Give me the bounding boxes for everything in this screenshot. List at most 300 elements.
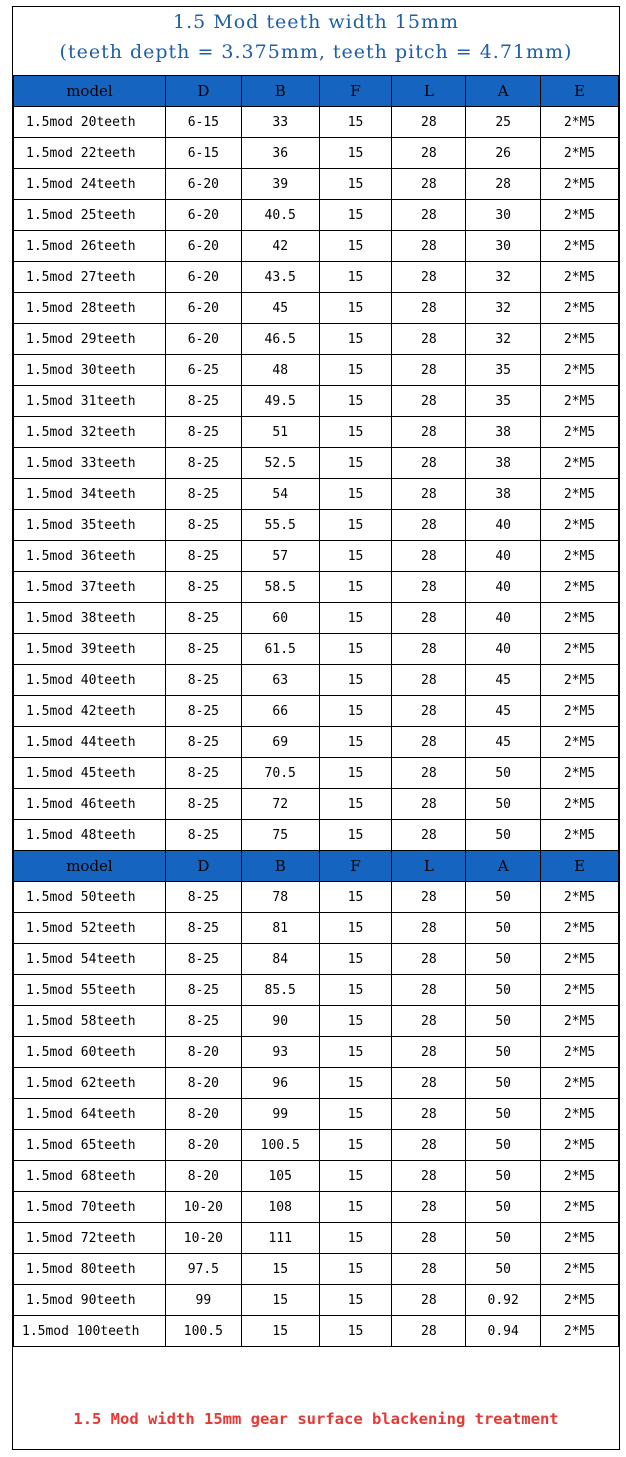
cell-f: 15 bbox=[319, 1223, 392, 1254]
cell-e: 2*M5 bbox=[541, 1161, 619, 1192]
cell-b: 52.5 bbox=[241, 448, 319, 479]
cell-b: 46.5 bbox=[241, 324, 319, 355]
cell-b: 51 bbox=[241, 417, 319, 448]
cell-a: 50 bbox=[466, 975, 541, 1006]
table-row bbox=[14, 1192, 619, 1223]
cell-a: 50 bbox=[466, 789, 541, 820]
cell-f: 15 bbox=[319, 231, 392, 262]
cell-l: 28 bbox=[392, 417, 466, 448]
cell-f: 15 bbox=[319, 882, 392, 913]
cell-model: 1.5mod 60teeth bbox=[14, 1037, 166, 1068]
cell-l: 28 bbox=[392, 820, 466, 851]
table-row bbox=[14, 231, 619, 262]
cell-a: 50 bbox=[466, 944, 541, 975]
cell-model: 1.5mod 40teeth bbox=[14, 665, 166, 696]
cell-f: 15 bbox=[319, 603, 392, 634]
cell-d: 8-25 bbox=[165, 479, 241, 510]
cell-l: 28 bbox=[392, 1130, 466, 1161]
cell-d: 6-20 bbox=[165, 262, 241, 293]
cell-l: 28 bbox=[392, 293, 466, 324]
column-header-b: B bbox=[241, 76, 319, 107]
cell-l: 28 bbox=[392, 200, 466, 231]
cell-b: 105 bbox=[241, 1161, 319, 1192]
column-header-l: L bbox=[392, 851, 466, 882]
cell-l: 28 bbox=[392, 231, 466, 262]
cell-model: 1.5mod 52teeth bbox=[14, 913, 166, 944]
cell-e: 2*M5 bbox=[541, 603, 619, 634]
table-row bbox=[14, 541, 619, 572]
cell-a: 32 bbox=[466, 324, 541, 355]
cell-e: 2*M5 bbox=[541, 200, 619, 231]
cell-a: 26 bbox=[466, 138, 541, 169]
cell-e: 2*M5 bbox=[541, 1254, 619, 1285]
cell-model: 1.5mod 30teeth bbox=[14, 355, 166, 386]
cell-l: 28 bbox=[392, 572, 466, 603]
table-row bbox=[14, 975, 619, 1006]
cell-b: 63 bbox=[241, 665, 319, 696]
cell-l: 28 bbox=[392, 1161, 466, 1192]
cell-d: 8-25 bbox=[165, 448, 241, 479]
cell-d: 8-25 bbox=[165, 696, 241, 727]
cell-e: 2*M5 bbox=[541, 262, 619, 293]
table-row bbox=[14, 355, 619, 386]
cell-a: 50 bbox=[466, 1130, 541, 1161]
table-row bbox=[14, 820, 619, 851]
cell-model: 1.5mod 38teeth bbox=[14, 603, 166, 634]
cell-e: 2*M5 bbox=[541, 138, 619, 169]
cell-e: 2*M5 bbox=[541, 1316, 619, 1347]
cell-a: 30 bbox=[466, 231, 541, 262]
cell-model: 1.5mod 22teeth bbox=[14, 138, 166, 169]
cell-f: 15 bbox=[319, 789, 392, 820]
cell-b: 39 bbox=[241, 169, 319, 200]
column-header-l: L bbox=[392, 76, 466, 107]
cell-b: 96 bbox=[241, 1068, 319, 1099]
cell-f: 15 bbox=[319, 1130, 392, 1161]
cell-a: 50 bbox=[466, 1223, 541, 1254]
cell-l: 28 bbox=[392, 138, 466, 169]
column-header-f: F bbox=[319, 851, 392, 882]
cell-d: 8-25 bbox=[165, 758, 241, 789]
cell-l: 28 bbox=[392, 665, 466, 696]
table-row bbox=[14, 107, 619, 138]
cell-e: 2*M5 bbox=[541, 386, 619, 417]
cell-e: 2*M5 bbox=[541, 572, 619, 603]
cell-f: 15 bbox=[319, 944, 392, 975]
cell-e: 2*M5 bbox=[541, 696, 619, 727]
cell-b: 90 bbox=[241, 1006, 319, 1037]
cell-l: 28 bbox=[392, 448, 466, 479]
cell-model: 1.5mod 31teeth bbox=[14, 386, 166, 417]
table-row bbox=[14, 1130, 619, 1161]
header-row bbox=[14, 851, 619, 882]
cell-e: 2*M5 bbox=[541, 479, 619, 510]
cell-a: 38 bbox=[466, 417, 541, 448]
cell-l: 28 bbox=[392, 324, 466, 355]
cell-b: 61.5 bbox=[241, 634, 319, 665]
cell-l: 28 bbox=[392, 944, 466, 975]
cell-l: 28 bbox=[392, 975, 466, 1006]
cell-f: 15 bbox=[319, 107, 392, 138]
cell-f: 15 bbox=[319, 200, 392, 231]
cell-l: 28 bbox=[392, 541, 466, 572]
cell-f: 15 bbox=[319, 1099, 392, 1130]
table-row bbox=[14, 448, 619, 479]
cell-b: 57 bbox=[241, 541, 319, 572]
cell-e: 2*M5 bbox=[541, 944, 619, 975]
cell-d: 8-25 bbox=[165, 882, 241, 913]
cell-model: 1.5mod 45teeth bbox=[14, 758, 166, 789]
cell-l: 28 bbox=[392, 1068, 466, 1099]
cell-l: 28 bbox=[392, 696, 466, 727]
cell-f: 15 bbox=[319, 1285, 392, 1316]
cell-model: 1.5mod 70teeth bbox=[14, 1192, 166, 1223]
cell-a: 0.92 bbox=[466, 1285, 541, 1316]
footer-note: 1.5 Mod width 15mm gear surface blackening treatment bbox=[73, 1410, 559, 1428]
cell-f: 15 bbox=[319, 448, 392, 479]
cell-model: 1.5mod 25teeth bbox=[14, 200, 166, 231]
cell-e: 2*M5 bbox=[541, 417, 619, 448]
cell-l: 28 bbox=[392, 913, 466, 944]
cell-d: 6-20 bbox=[165, 231, 241, 262]
table-row bbox=[14, 1006, 619, 1037]
cell-f: 15 bbox=[319, 386, 392, 417]
cell-a: 50 bbox=[466, 1192, 541, 1223]
table-row bbox=[14, 1037, 619, 1068]
cell-l: 28 bbox=[392, 1285, 466, 1316]
cell-d: 6-20 bbox=[165, 324, 241, 355]
table-row bbox=[14, 789, 619, 820]
table-row bbox=[14, 1068, 619, 1099]
cell-model: 1.5mod 65teeth bbox=[14, 1130, 166, 1161]
cell-b: 42 bbox=[241, 231, 319, 262]
cell-e: 2*M5 bbox=[541, 1223, 619, 1254]
cell-b: 40.5 bbox=[241, 200, 319, 231]
cell-b: 75 bbox=[241, 820, 319, 851]
cell-b: 99 bbox=[241, 1099, 319, 1130]
cell-a: 40 bbox=[466, 634, 541, 665]
cell-d: 8-20 bbox=[165, 1161, 241, 1192]
table-row bbox=[14, 944, 619, 975]
column-header-f: F bbox=[319, 76, 392, 107]
cell-e: 2*M5 bbox=[541, 789, 619, 820]
table-row bbox=[14, 262, 619, 293]
cell-f: 15 bbox=[319, 696, 392, 727]
table-body bbox=[14, 76, 619, 1347]
cell-model: 1.5mod 58teeth bbox=[14, 1006, 166, 1037]
cell-e: 2*M5 bbox=[541, 634, 619, 665]
cell-l: 28 bbox=[392, 1037, 466, 1068]
cell-l: 28 bbox=[392, 634, 466, 665]
cell-e: 2*M5 bbox=[541, 293, 619, 324]
cell-model: 1.5mod 36teeth bbox=[14, 541, 166, 572]
spec-sheet bbox=[12, 6, 620, 1450]
cell-l: 28 bbox=[392, 1223, 466, 1254]
cell-e: 2*M5 bbox=[541, 1285, 619, 1316]
cell-e: 2*M5 bbox=[541, 1006, 619, 1037]
cell-model: 1.5mod 46teeth bbox=[14, 789, 166, 820]
cell-l: 28 bbox=[392, 789, 466, 820]
cell-a: 50 bbox=[466, 1006, 541, 1037]
cell-e: 2*M5 bbox=[541, 1037, 619, 1068]
table-row bbox=[14, 882, 619, 913]
cell-b: 78 bbox=[241, 882, 319, 913]
cell-a: 45 bbox=[466, 665, 541, 696]
cell-l: 28 bbox=[392, 727, 466, 758]
cell-d: 8-25 bbox=[165, 572, 241, 603]
cell-b: 93 bbox=[241, 1037, 319, 1068]
cell-d: 10-20 bbox=[165, 1223, 241, 1254]
cell-f: 15 bbox=[319, 262, 392, 293]
cell-a: 35 bbox=[466, 386, 541, 417]
cell-e: 2*M5 bbox=[541, 448, 619, 479]
cell-a: 40 bbox=[466, 510, 541, 541]
cell-model: 1.5mod 44teeth bbox=[14, 727, 166, 758]
cell-a: 0.94 bbox=[466, 1316, 541, 1347]
cell-f: 15 bbox=[319, 169, 392, 200]
cell-a: 40 bbox=[466, 572, 541, 603]
cell-b: 81 bbox=[241, 913, 319, 944]
cell-a: 50 bbox=[466, 1161, 541, 1192]
cell-model: 1.5mod 24teeth bbox=[14, 169, 166, 200]
cell-f: 15 bbox=[319, 1192, 392, 1223]
cell-f: 15 bbox=[319, 975, 392, 1006]
cell-e: 2*M5 bbox=[541, 1192, 619, 1223]
cell-d: 8-25 bbox=[165, 975, 241, 1006]
column-header-a: A bbox=[466, 76, 541, 107]
cell-f: 15 bbox=[319, 1006, 392, 1037]
cell-l: 28 bbox=[392, 1316, 466, 1347]
cell-f: 15 bbox=[319, 417, 392, 448]
cell-model: 1.5mod 72teeth bbox=[14, 1223, 166, 1254]
cell-l: 28 bbox=[392, 355, 466, 386]
title-line-1: 1.5 Mod teeth width 15mm bbox=[172, 11, 459, 33]
cell-b: 54 bbox=[241, 479, 319, 510]
cell-model: 1.5mod 20teeth bbox=[14, 107, 166, 138]
table-row bbox=[14, 386, 619, 417]
cell-model: 1.5mod 48teeth bbox=[14, 820, 166, 851]
cell-model: 1.5mod 28teeth bbox=[14, 293, 166, 324]
cell-l: 28 bbox=[392, 1254, 466, 1285]
cell-a: 50 bbox=[466, 1068, 541, 1099]
column-header-d: D bbox=[165, 851, 241, 882]
table-row bbox=[14, 510, 619, 541]
cell-e: 2*M5 bbox=[541, 882, 619, 913]
cell-b: 72 bbox=[241, 789, 319, 820]
cell-d: 8-25 bbox=[165, 1006, 241, 1037]
cell-f: 15 bbox=[319, 324, 392, 355]
cell-a: 30 bbox=[466, 200, 541, 231]
cell-a: 35 bbox=[466, 355, 541, 386]
cell-l: 28 bbox=[392, 107, 466, 138]
cell-f: 15 bbox=[319, 1254, 392, 1285]
cell-f: 15 bbox=[319, 634, 392, 665]
cell-f: 15 bbox=[319, 1068, 392, 1099]
cell-model: 1.5mod 39teeth bbox=[14, 634, 166, 665]
cell-d: 6-25 bbox=[165, 355, 241, 386]
title-block bbox=[13, 7, 619, 75]
cell-e: 2*M5 bbox=[541, 541, 619, 572]
cell-b: 100.5 bbox=[241, 1130, 319, 1161]
cell-f: 15 bbox=[319, 510, 392, 541]
cell-e: 2*M5 bbox=[541, 324, 619, 355]
cell-f: 15 bbox=[319, 913, 392, 944]
cell-b: 66 bbox=[241, 696, 319, 727]
cell-b: 84 bbox=[241, 944, 319, 975]
cell-e: 2*M5 bbox=[541, 231, 619, 262]
cell-b: 108 bbox=[241, 1192, 319, 1223]
cell-f: 15 bbox=[319, 138, 392, 169]
cell-d: 8-20 bbox=[165, 1068, 241, 1099]
cell-f: 15 bbox=[319, 1161, 392, 1192]
cell-model: 1.5mod 90teeth bbox=[14, 1285, 166, 1316]
column-header-model: model bbox=[14, 851, 166, 882]
cell-a: 25 bbox=[466, 107, 541, 138]
cell-e: 2*M5 bbox=[541, 975, 619, 1006]
cell-e: 2*M5 bbox=[541, 169, 619, 200]
cell-model: 1.5mod 54teeth bbox=[14, 944, 166, 975]
cell-b: 111 bbox=[241, 1223, 319, 1254]
table-row bbox=[14, 479, 619, 510]
cell-e: 2*M5 bbox=[541, 820, 619, 851]
table-row bbox=[14, 603, 619, 634]
cell-e: 2*M5 bbox=[541, 1130, 619, 1161]
cell-a: 50 bbox=[466, 1099, 541, 1130]
cell-a: 32 bbox=[466, 262, 541, 293]
cell-e: 2*M5 bbox=[541, 1099, 619, 1130]
cell-a: 50 bbox=[466, 1037, 541, 1068]
cell-d: 99 bbox=[165, 1285, 241, 1316]
header-row bbox=[14, 76, 619, 107]
cell-f: 15 bbox=[319, 1316, 392, 1347]
cell-d: 6-20 bbox=[165, 293, 241, 324]
cell-d: 8-25 bbox=[165, 417, 241, 448]
table-row bbox=[14, 1161, 619, 1192]
cell-d: 8-20 bbox=[165, 1037, 241, 1068]
cell-l: 28 bbox=[392, 1099, 466, 1130]
cell-d: 6-15 bbox=[165, 107, 241, 138]
table-row bbox=[14, 293, 619, 324]
cell-f: 15 bbox=[319, 293, 392, 324]
column-header-e: E bbox=[541, 851, 619, 882]
cell-b: 48 bbox=[241, 355, 319, 386]
cell-model: 1.5mod 35teeth bbox=[14, 510, 166, 541]
cell-a: 50 bbox=[466, 1254, 541, 1285]
column-header-d: D bbox=[165, 76, 241, 107]
column-header-model: model bbox=[14, 76, 166, 107]
cell-b: 85.5 bbox=[241, 975, 319, 1006]
cell-d: 8-25 bbox=[165, 510, 241, 541]
cell-d: 8-25 bbox=[165, 665, 241, 696]
table-row bbox=[14, 169, 619, 200]
cell-a: 50 bbox=[466, 820, 541, 851]
table-row bbox=[14, 200, 619, 231]
cell-l: 28 bbox=[392, 386, 466, 417]
cell-model: 1.5mod 26teeth bbox=[14, 231, 166, 262]
cell-f: 15 bbox=[319, 541, 392, 572]
cell-b: 15 bbox=[241, 1285, 319, 1316]
cell-d: 8-25 bbox=[165, 386, 241, 417]
cell-a: 32 bbox=[466, 293, 541, 324]
cell-model: 1.5mod 37teeth bbox=[14, 572, 166, 603]
cell-a: 38 bbox=[466, 479, 541, 510]
table-row bbox=[14, 1316, 619, 1347]
cell-b: 15 bbox=[241, 1316, 319, 1347]
cell-l: 28 bbox=[392, 169, 466, 200]
cell-model: 1.5mod 55teeth bbox=[14, 975, 166, 1006]
cell-model: 1.5mod 62teeth bbox=[14, 1068, 166, 1099]
cell-f: 15 bbox=[319, 572, 392, 603]
cell-b: 43.5 bbox=[241, 262, 319, 293]
cell-a: 50 bbox=[466, 882, 541, 913]
table-row bbox=[14, 138, 619, 169]
cell-d: 8-20 bbox=[165, 1099, 241, 1130]
column-header-b: B bbox=[241, 851, 319, 882]
cell-b: 69 bbox=[241, 727, 319, 758]
cell-d: 8-25 bbox=[165, 789, 241, 820]
cell-model: 1.5mod 29teeth bbox=[14, 324, 166, 355]
cell-e: 2*M5 bbox=[541, 355, 619, 386]
cell-f: 15 bbox=[319, 727, 392, 758]
cell-a: 50 bbox=[466, 913, 541, 944]
table-row bbox=[14, 417, 619, 448]
cell-e: 2*M5 bbox=[541, 758, 619, 789]
cell-d: 8-25 bbox=[165, 603, 241, 634]
cell-e: 2*M5 bbox=[541, 913, 619, 944]
cell-d: 6-15 bbox=[165, 138, 241, 169]
cell-model: 1.5mod 34teeth bbox=[14, 479, 166, 510]
column-header-e: E bbox=[541, 76, 619, 107]
cell-d: 97.5 bbox=[165, 1254, 241, 1285]
cell-e: 2*M5 bbox=[541, 510, 619, 541]
cell-l: 28 bbox=[392, 882, 466, 913]
cell-e: 2*M5 bbox=[541, 107, 619, 138]
cell-model: 1.5mod 80teeth bbox=[14, 1254, 166, 1285]
table-row bbox=[14, 1223, 619, 1254]
cell-model: 1.5mod 50teeth bbox=[14, 882, 166, 913]
cell-l: 28 bbox=[392, 758, 466, 789]
cell-d: 8-20 bbox=[165, 1130, 241, 1161]
cell-d: 8-25 bbox=[165, 913, 241, 944]
cell-a: 45 bbox=[466, 727, 541, 758]
cell-b: 58.5 bbox=[241, 572, 319, 603]
table-row bbox=[14, 758, 619, 789]
cell-d: 6-20 bbox=[165, 169, 241, 200]
cell-f: 15 bbox=[319, 665, 392, 696]
cell-a: 40 bbox=[466, 603, 541, 634]
table-row bbox=[14, 324, 619, 355]
table-row bbox=[14, 665, 619, 696]
cell-f: 15 bbox=[319, 820, 392, 851]
cell-b: 33 bbox=[241, 107, 319, 138]
cell-b: 70.5 bbox=[241, 758, 319, 789]
cell-b: 49.5 bbox=[241, 386, 319, 417]
table-row bbox=[14, 1254, 619, 1285]
cell-a: 38 bbox=[466, 448, 541, 479]
cell-b: 60 bbox=[241, 603, 319, 634]
table-row bbox=[14, 572, 619, 603]
cell-d: 6-20 bbox=[165, 200, 241, 231]
cell-model: 1.5mod 27teeth bbox=[14, 262, 166, 293]
cell-e: 2*M5 bbox=[541, 1068, 619, 1099]
cell-e: 2*M5 bbox=[541, 665, 619, 696]
cell-f: 15 bbox=[319, 758, 392, 789]
cell-model: 1.5mod 42teeth bbox=[14, 696, 166, 727]
cell-b: 15 bbox=[241, 1254, 319, 1285]
cell-model: 1.5mod 68teeth bbox=[14, 1161, 166, 1192]
cell-l: 28 bbox=[392, 479, 466, 510]
cell-b: 55.5 bbox=[241, 510, 319, 541]
